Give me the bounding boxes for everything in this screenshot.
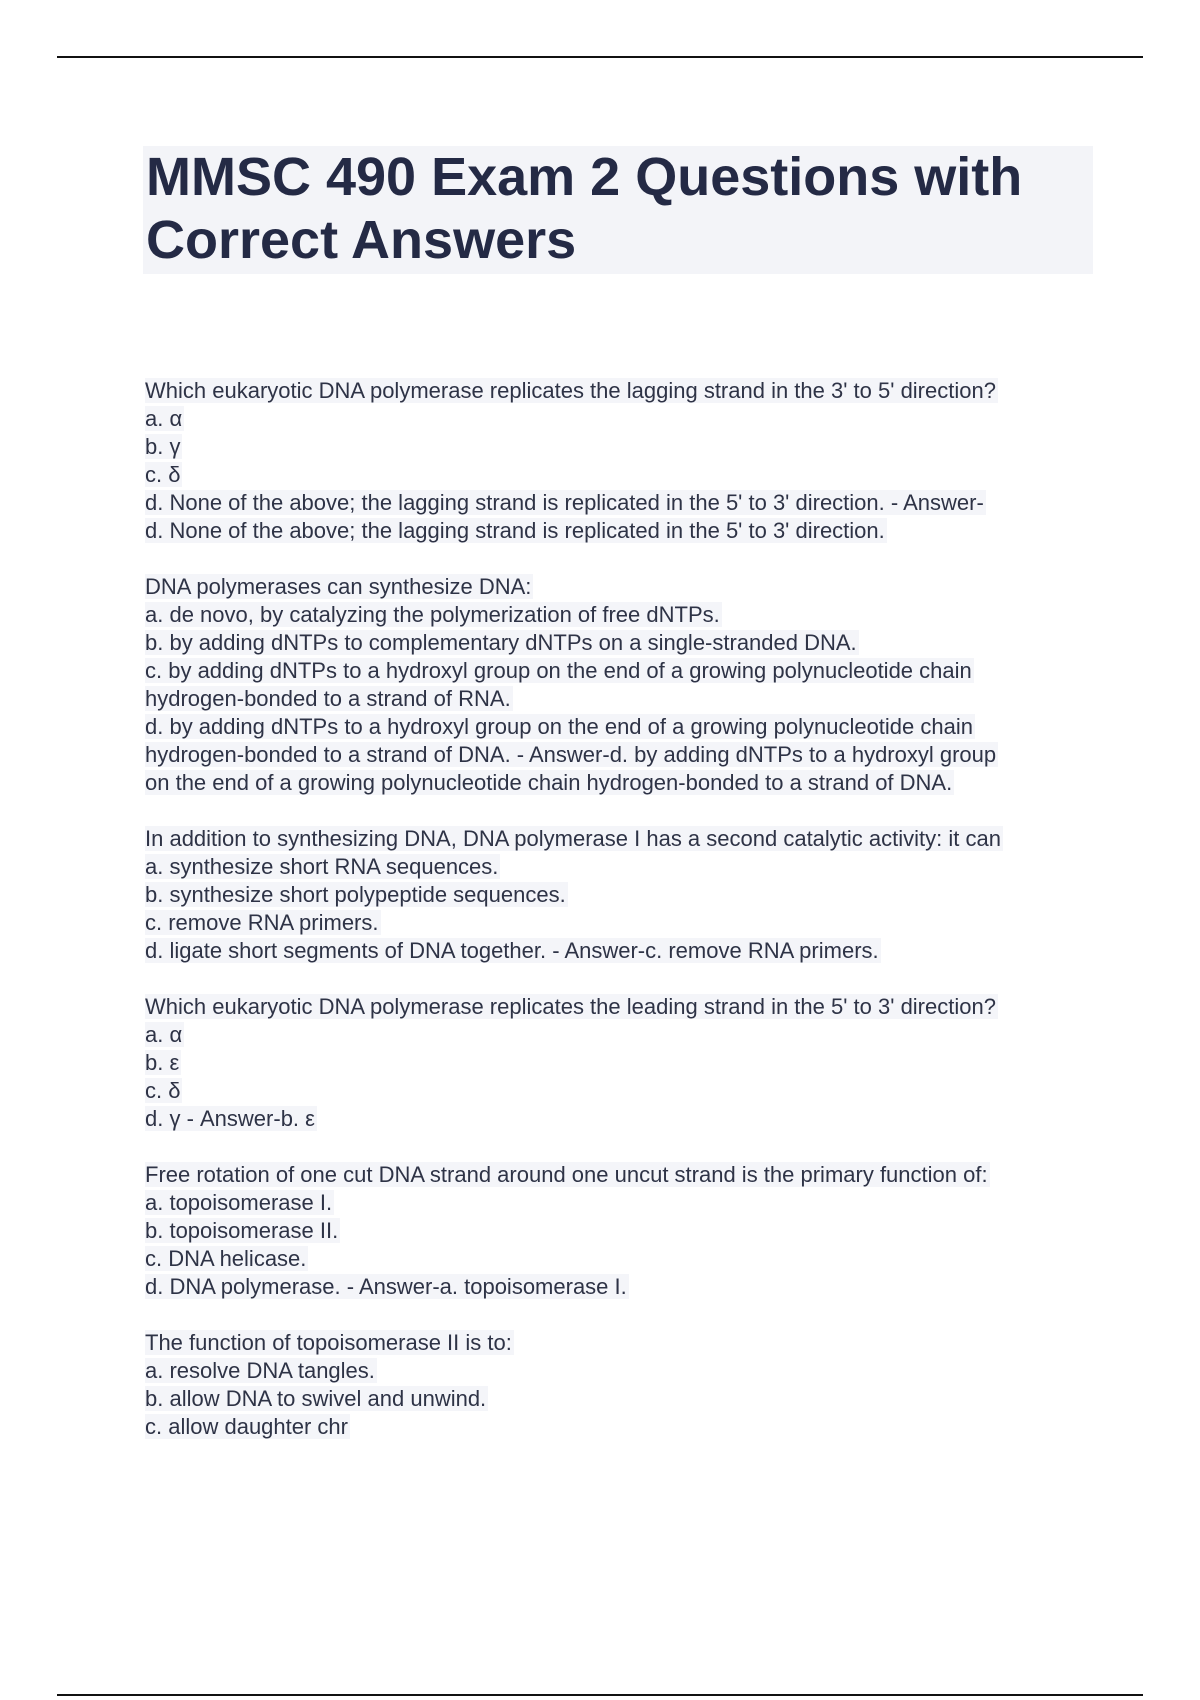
answer-option: c. δ bbox=[145, 462, 181, 487]
document-title bbox=[143, 146, 1093, 274]
answer-option: b. topoisomerase II. bbox=[145, 1218, 339, 1243]
answer-option: c. remove RNA primers. bbox=[145, 910, 379, 935]
question-text: Which eukaryotic DNA polymerase replicates the leading strand in the 5' to 3' direction? bbox=[145, 994, 996, 1019]
question-3 bbox=[145, 825, 1145, 965]
question-6 bbox=[145, 1329, 1145, 1441]
question-text: Free rotation of one cut DNA strand around one uncut strand is the primary function of: bbox=[145, 1162, 988, 1187]
question-text: The function of topoisomerase II is to: bbox=[145, 1330, 512, 1355]
answer-option: hydrogen-bonded to a strand of RNA. bbox=[145, 686, 511, 711]
question-text: Which eukaryotic DNA polymerase replicates the lagging strand in the 3' to 5' direction? bbox=[145, 378, 996, 403]
answer-option: b. ε bbox=[145, 1050, 180, 1075]
answer-option: b. γ bbox=[145, 434, 181, 459]
question-text: DNA polymerases can synthesize DNA: bbox=[145, 574, 532, 599]
answer-option: a. topoisomerase I. bbox=[145, 1190, 333, 1215]
answer-option: c. by adding dNTPs to a hydroxyl group on the end of a growing polynucleotide chain bbox=[145, 658, 972, 683]
question-2 bbox=[145, 573, 1145, 797]
question-text: In addition to synthesizing DNA, DNA polymerase I has a second catalytic activity: it can bbox=[145, 826, 1001, 851]
answer-option: b. allow DNA to swivel and unwind. bbox=[145, 1386, 487, 1411]
answer-option: d. None of the above; the lagging strand is replicated in the 5' to 3' direction. - Answer- bbox=[145, 490, 984, 515]
question-1 bbox=[145, 377, 1145, 545]
answer-option: a. resolve DNA tangles. bbox=[145, 1358, 375, 1383]
correct-answer: hydrogen-bonded to a strand of DNA. - Answer-d. by adding dNTPs to a hydroxyl group bbox=[145, 742, 997, 767]
answer-option: a. de novo, by catalyzing the polymerization of free dNTPs. bbox=[145, 602, 720, 627]
correct-answer: on the end of a growing polynucleotide chain hydrogen-bonded to a strand of DNA. bbox=[145, 770, 953, 795]
title-line-1: MMSC 490 Exam 2 Questions with bbox=[146, 147, 1023, 207]
bottom-rule bbox=[57, 1694, 1143, 1696]
answer-option: c. allow daughter chr bbox=[145, 1414, 348, 1439]
correct-answer: d. ligate short segments of DNA together. - Answer-c. remove RNA primers. bbox=[145, 938, 879, 963]
correct-answer: d. γ - Answer-b. ε bbox=[145, 1106, 315, 1131]
question-4 bbox=[145, 993, 1145, 1133]
answer-option: a. α bbox=[145, 1022, 183, 1047]
answer-option: b. by adding dNTPs to complementary dNTPs on a single-stranded DNA. bbox=[145, 630, 857, 655]
answer-option: a. α bbox=[145, 406, 183, 431]
answer-option: c. DNA helicase. bbox=[145, 1246, 307, 1271]
answer-option: d. by adding dNTPs to a hydroxyl group on the end of a growing polynucleotide chain bbox=[145, 714, 973, 739]
question-5 bbox=[145, 1161, 1145, 1301]
top-rule bbox=[57, 56, 1143, 58]
answer-option: a. synthesize short RNA sequences. bbox=[145, 854, 499, 879]
questions-list bbox=[145, 377, 1145, 1469]
answer-option: c. δ bbox=[145, 1078, 181, 1103]
correct-answer: d. DNA polymerase. - Answer-a. topoisomerase I. bbox=[145, 1274, 627, 1299]
title-line-2: Correct Answers bbox=[146, 210, 577, 270]
correct-answer: d. None of the above; the lagging strand is replicated in the 5' to 3' direction. bbox=[145, 518, 885, 543]
answer-option: b. synthesize short polypeptide sequences. bbox=[145, 882, 566, 907]
